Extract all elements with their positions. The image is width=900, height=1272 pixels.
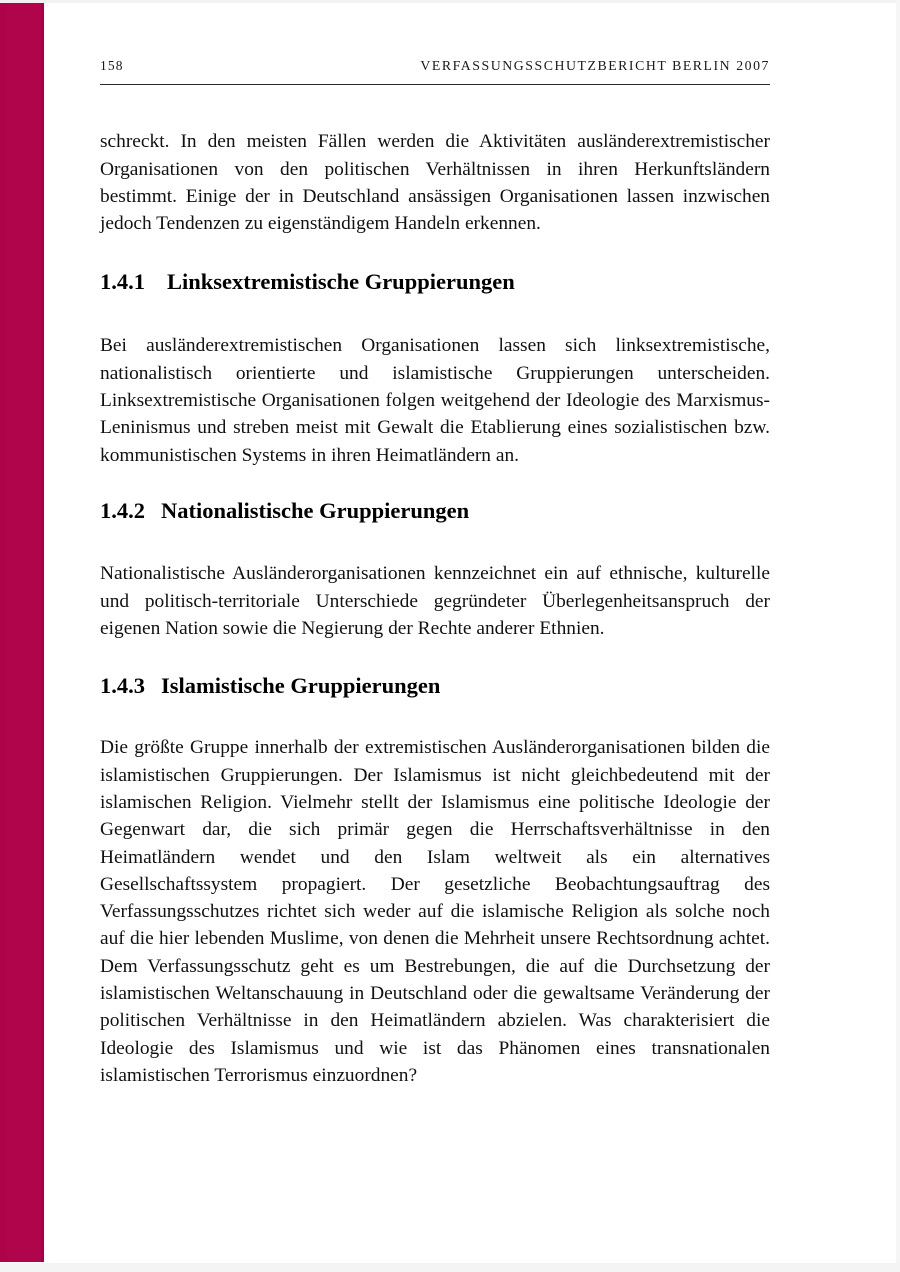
header-divider bbox=[100, 84, 770, 85]
section-heading-1-4-2 bbox=[100, 497, 770, 525]
page-edge-bottom bbox=[0, 1263, 900, 1272]
section-body-1-4-3: Die größte Gruppe innerhalb der extremistischen Ausländerorganisationen bilden die islamistischen Gruppierungen. Der Islamismus ist nicht gleichbedeutend mit der islamischen Religion. Vielmehr stellt der Islamismus eine politische Ideologie der Gegenwart dar, die sich primär gegen die Herrschaftsverhältnisse in den Heimatländern wendet und den Islam weltweit als ein alternatives Gesellschaftssystem propagiert. Der gesetzliche Beobachtungsauftrag des Verfassungsschutzes richtet sich weder auf die islamische Religion als solche noch auf die hier lebenden Muslime, von denen die Mehrheit unsere Rechtsordnung achtet. Dem Verfassungsschutz geht es um Bestrebungen, die auf die Durchsetzung der islamistischen Weltanschauung in Deutschland oder die gewaltsame Veränderung der politischen Verhältnisse in den Heimatländern abzielen. Was charakterisiert die Ideologie des Islamismus und wie ist das Phänomen eines transnationalen islamistischen Terrorismus einzuordnen? bbox=[100, 737, 770, 1086]
section-title: Linksextremistische Gruppierungen bbox=[167, 269, 515, 294]
section-number: 1.4.2 bbox=[100, 498, 145, 523]
page-number: 158 bbox=[100, 58, 124, 73]
running-head bbox=[100, 58, 770, 84]
running-title: VERFASSUNGSSCHUTZBERICHT BERLIN 2007 bbox=[420, 58, 770, 73]
section-number: 1.4.1 bbox=[100, 269, 145, 294]
section-heading-1-4-3 bbox=[100, 672, 770, 700]
page-edge-right bbox=[896, 0, 900, 1272]
page-edge-top bbox=[0, 0, 900, 3]
accent-bar-inner-edge bbox=[41, 3, 44, 1262]
intro-paragraph: schreckt. In den meisten Fällen werden die Aktivitäten ausländerextremistischer Organisationen von den politischen Verhältnissen in ihren Herkunftsländern bestimmt. Einige der in Deutschland ansässigen Organisationen lassen inzwischen jedoch Tendenzen zu eigenständigem Handeln erkennen. bbox=[100, 131, 770, 235]
section-body-1-4-1: Bei ausländerextremistischen Organisationen lassen sich linksextremistische, nationalistisch orientierte und islamistische Gruppierungen unterscheiden. Linksextremistische Organisationen folgen weitgehend der Ideologie des Marxismus-Leninismus und streben meist mit Gewalt die Etablierung eines sozialistischen bzw. kommunistischen Systems in ihren Heimatländern an. bbox=[100, 335, 770, 466]
accent-bar-outer-edge bbox=[0, 3, 7, 1262]
section-title: Nationalistische Gruppierungen bbox=[161, 498, 470, 523]
section-body-1-4-2: Nationalistische Ausländerorganisationen kennzeichnet ein auf ethnische, kulturelle und politisch-territoriale Unterschiede gegründeter Überlegenheitsanspruch der eigenen Nation sowie die Negierung der Rechte anderer Ethnien. bbox=[100, 563, 770, 639]
section-number: 1.4.3 bbox=[100, 673, 145, 698]
section-title: Islamistische Gruppierungen bbox=[161, 673, 441, 698]
section-heading-1-4-1 bbox=[100, 268, 770, 296]
accent-sidebar bbox=[7, 3, 44, 1262]
